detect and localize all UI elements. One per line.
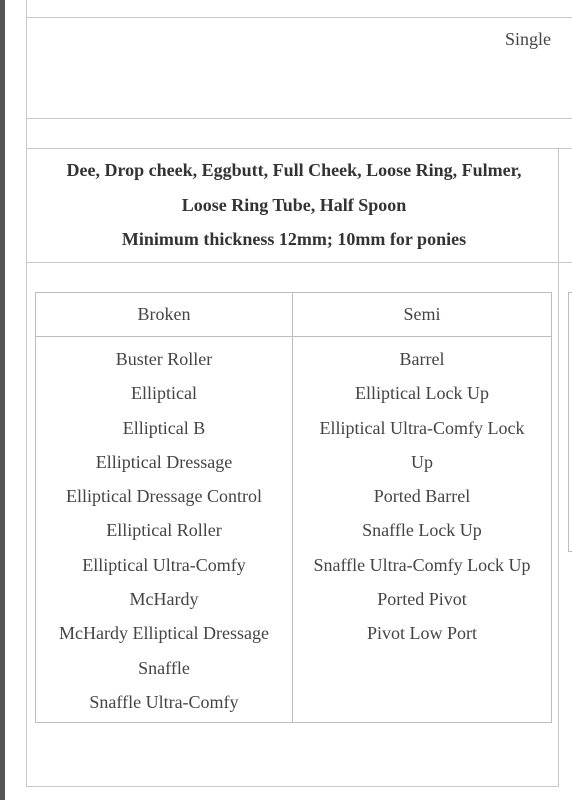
heading-line: Dee, Drop cheek, Eggbutt, Full Cheek, Loose Ring, Fulmer, <box>66 160 522 180</box>
row-divider-bottom <box>26 786 559 787</box>
column-header-broken: Broken <box>137 304 191 324</box>
column-header-semi: Semi <box>403 304 441 324</box>
list-item: McHardy <box>129 589 199 610</box>
list-item: Ported Barrel <box>373 486 471 507</box>
list-item: Buster Roller <box>115 349 213 369</box>
row-divider-4 <box>26 262 572 263</box>
list-item: Elliptical Dressage Control <box>66 486 262 507</box>
list-item: Ported Pivot <box>377 589 467 610</box>
list-item: Elliptical Roller <box>106 520 222 541</box>
list-item: Up <box>411 451 433 472</box>
scroll-edge-bar <box>0 0 5 800</box>
heading-line: Loose Ring Tube, Half Spoon <box>181 194 407 215</box>
mouthpiece-table <box>35 292 552 723</box>
size-label: Single <box>504 29 551 49</box>
list-item: Elliptical Lock Up <box>355 383 489 404</box>
list-item: Snaffle <box>138 657 190 678</box>
header-divider <box>36 336 551 337</box>
list-item: Snaffle Ultra-Comfy <box>89 691 239 712</box>
row-divider-3 <box>26 148 572 149</box>
broken-list <box>36 342 292 719</box>
list-item: Snaffle Lock Up <box>362 520 482 541</box>
list-item: Elliptical <box>131 383 197 404</box>
adjacent-table-edge <box>568 292 572 552</box>
row-divider-2 <box>26 118 572 119</box>
list-item: Snaffle Ultra-Comfy Lock Up <box>313 554 531 575</box>
row-divider-top <box>26 17 572 18</box>
outer-right-border <box>558 148 559 787</box>
list-item: Elliptical Ultra-Comfy <box>82 554 246 575</box>
list-item: Elliptical Ultra-Comfy Lock <box>319 417 525 438</box>
list-item: Pivot Low Port <box>366 623 477 644</box>
bit-types-heading <box>30 153 558 257</box>
list-item: Elliptical Dressage <box>95 451 233 472</box>
semi-list <box>293 342 551 651</box>
list-item: Barrel <box>399 349 445 369</box>
list-item: McHardy Elliptical Dressage <box>59 623 269 644</box>
heading-line: Minimum thickness 12mm; 10mm for ponies <box>121 229 467 249</box>
list-item: Elliptical B <box>122 417 206 438</box>
